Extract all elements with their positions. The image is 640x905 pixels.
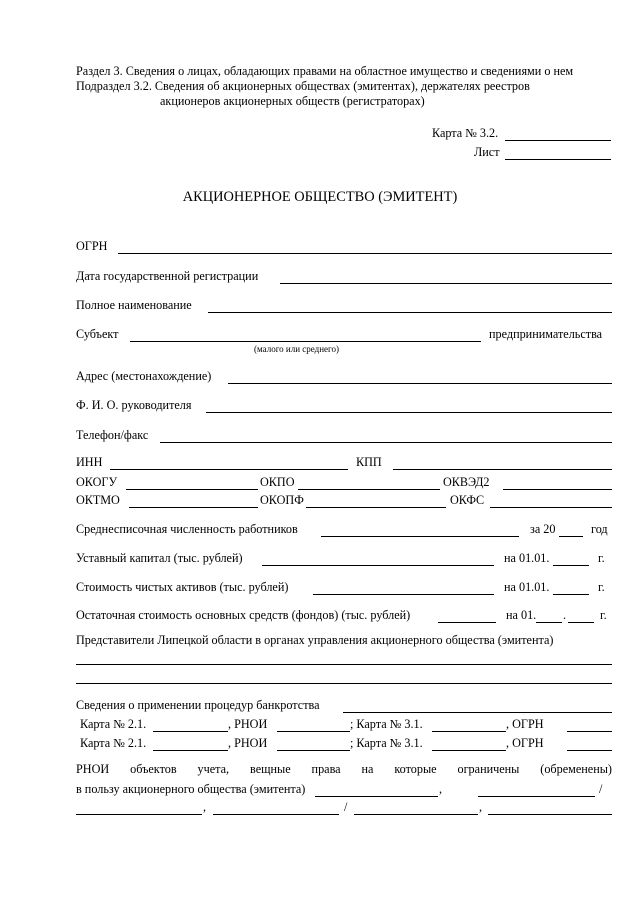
objects-word: вещные xyxy=(250,762,291,776)
net-assets-field[interactable] xyxy=(313,594,494,595)
objects-word: ограничены xyxy=(457,762,520,776)
ref2-ogrn-label: , ОГРН xyxy=(506,736,544,750)
entrepreneurship-label: предпринимательства xyxy=(489,327,603,341)
objects-comma: , xyxy=(203,800,207,814)
okved-field[interactable] xyxy=(503,489,612,490)
employees-label: Среднесписочная численность работников xyxy=(76,522,298,536)
okved-label: ОКВЭД2 xyxy=(443,475,490,489)
card-number-field[interactable] xyxy=(505,140,611,141)
full-name-field[interactable] xyxy=(208,312,612,313)
net-assets-date-label: на 01.01. xyxy=(504,580,550,594)
subsection-heading-line1: Подраздел 3.2. Сведения об акционерных обществах (эмитентах), держателях реестров xyxy=(76,79,530,93)
objects-sentence-line2: в пользу акционерного общества (эмитента) xyxy=(76,782,306,796)
representatives-field-1[interactable] xyxy=(76,664,612,665)
reg-date-field[interactable] xyxy=(280,283,612,284)
inn-label: ИНН xyxy=(76,455,103,469)
residual-value-field[interactable] xyxy=(438,622,496,623)
residual-date-label: на 01. xyxy=(506,608,537,622)
ref1-card31-field[interactable] xyxy=(432,731,506,732)
phone-label: Телефон/факс xyxy=(76,428,149,442)
employees-field[interactable] xyxy=(321,536,519,537)
head-name-label: Ф. И. О. руководителя xyxy=(76,398,192,412)
ref1-ogrn-field[interactable] xyxy=(567,731,612,732)
okpo-label: ОКПО xyxy=(260,475,295,489)
representatives-label: Представители Липецкой области в органах управления акционерного общества (эмитента) xyxy=(76,633,554,647)
okogu-label: ОКОГУ xyxy=(76,475,118,489)
ref2-rnoi-label: , РНОИ xyxy=(228,736,268,750)
ref2-card21-field[interactable] xyxy=(153,750,228,751)
residual-dot: . xyxy=(563,608,567,622)
section-heading: Раздел 3. Сведения о лицах, обладающих правами на областное имущество и сведениями о нем xyxy=(76,64,574,78)
objects-field-1[interactable] xyxy=(315,796,438,797)
representatives-field-2[interactable] xyxy=(76,683,612,684)
bankruptcy-label: Сведения о применении процедур банкротства xyxy=(76,698,320,712)
capital-year-suffix: г. xyxy=(598,551,605,565)
okogu-field[interactable] xyxy=(126,489,258,490)
okfs-label: ОКФС xyxy=(450,493,485,507)
page-title: АКЦИОНЕРНОЕ ОБЩЕСТВО (ЭМИТЕНТ) xyxy=(182,189,458,205)
ref2-card31-field[interactable] xyxy=(432,750,506,751)
net-assets-label: Стоимость чистых активов (тыс. рублей) xyxy=(76,580,289,594)
reg-date-label: Дата государственной регистрации xyxy=(76,269,259,283)
address-label: Адрес (местонахождение) xyxy=(76,369,212,383)
ref1-rnoi-label: , РНОИ xyxy=(228,717,268,731)
objects-field-2[interactable] xyxy=(478,796,595,797)
ogrn-label: ОГРН xyxy=(76,239,108,253)
residual-month-field[interactable] xyxy=(536,622,562,623)
head-name-field[interactable] xyxy=(206,412,612,413)
objects-field-6[interactable] xyxy=(488,814,612,815)
ogrn-field[interactable] xyxy=(118,253,612,254)
capital-year-field[interactable] xyxy=(553,565,589,566)
residual-value-label: Остаточная стоимость основных средств (фондов) (тыс. рублей) xyxy=(76,608,411,622)
ref1-card21-label: Карта № 2.1. xyxy=(80,717,147,731)
okfs-field[interactable] xyxy=(490,507,612,508)
objects-slash: / xyxy=(599,782,603,796)
objects-field-5[interactable] xyxy=(354,814,478,815)
ref1-card31-label: ; Карта № 3.1. xyxy=(350,717,423,731)
objects-word: РНОИ xyxy=(76,762,110,776)
ref2-card21-label: Карта № 2.1. xyxy=(80,736,147,750)
residual-year-suffix: г. xyxy=(600,608,607,622)
inn-field[interactable] xyxy=(110,469,348,470)
subject-hint: (малого или среднего) xyxy=(254,344,340,354)
ref2-ogrn-field[interactable] xyxy=(567,750,612,751)
ref1-rnoi-field[interactable] xyxy=(277,731,350,732)
objects-comma: , xyxy=(439,782,443,796)
net-assets-year-suffix: г. xyxy=(598,580,605,594)
full-name-label: Полное наименование xyxy=(76,298,192,312)
subject-label: Субъект xyxy=(76,327,119,341)
sheet-label: Лист xyxy=(474,145,500,159)
phone-field[interactable] xyxy=(160,442,612,443)
objects-word: объектов xyxy=(130,762,177,776)
capital-label: Уставный капитал (тыс. рублей) xyxy=(76,551,243,565)
card-number-label: Карта № 3.2. xyxy=(432,126,499,140)
subject-field[interactable] xyxy=(130,341,481,342)
oktmo-field[interactable] xyxy=(129,507,258,508)
ref2-rnoi-field[interactable] xyxy=(277,750,350,751)
objects-comma: , xyxy=(479,800,483,814)
capital-date-label: на 01.01. xyxy=(504,551,550,565)
objects-field-4[interactable] xyxy=(213,814,339,815)
kpp-label: КПП xyxy=(356,455,382,469)
bankruptcy-field[interactable] xyxy=(343,712,612,713)
objects-field-3[interactable] xyxy=(76,814,202,815)
capital-field[interactable] xyxy=(262,565,494,566)
objects-word: (обременены) xyxy=(540,762,612,776)
subsection-heading-line2: акционеров акционерных обществ (регистраторах) xyxy=(160,94,425,108)
residual-year-field[interactable] xyxy=(568,622,594,623)
oktmo-label: ОКТМО xyxy=(76,493,120,507)
objects-word: которые xyxy=(394,762,437,776)
ref2-card31-label: ; Карта № 3.1. xyxy=(350,736,423,750)
year-prefix: за 20 xyxy=(530,522,556,536)
okpo-field[interactable] xyxy=(298,489,440,490)
objects-word: на xyxy=(361,762,374,776)
kpp-field[interactable] xyxy=(393,469,612,470)
ref1-ogrn-label: , ОГРН xyxy=(506,717,544,731)
objects-word: учета, xyxy=(197,762,230,776)
year-suffix: год xyxy=(591,522,608,536)
okopf-field[interactable] xyxy=(306,507,446,508)
objects-slash: / xyxy=(344,800,348,814)
objects-word: права xyxy=(311,762,341,776)
address-field[interactable] xyxy=(228,383,612,384)
sheet-field[interactable] xyxy=(505,159,611,160)
net-assets-year-field[interactable] xyxy=(553,594,589,595)
employees-year-field[interactable] xyxy=(559,536,583,537)
objects-sentence-line1 xyxy=(76,763,612,775)
okopf-label: ОКОПФ xyxy=(260,493,304,507)
ref1-card21-field[interactable] xyxy=(153,731,228,732)
